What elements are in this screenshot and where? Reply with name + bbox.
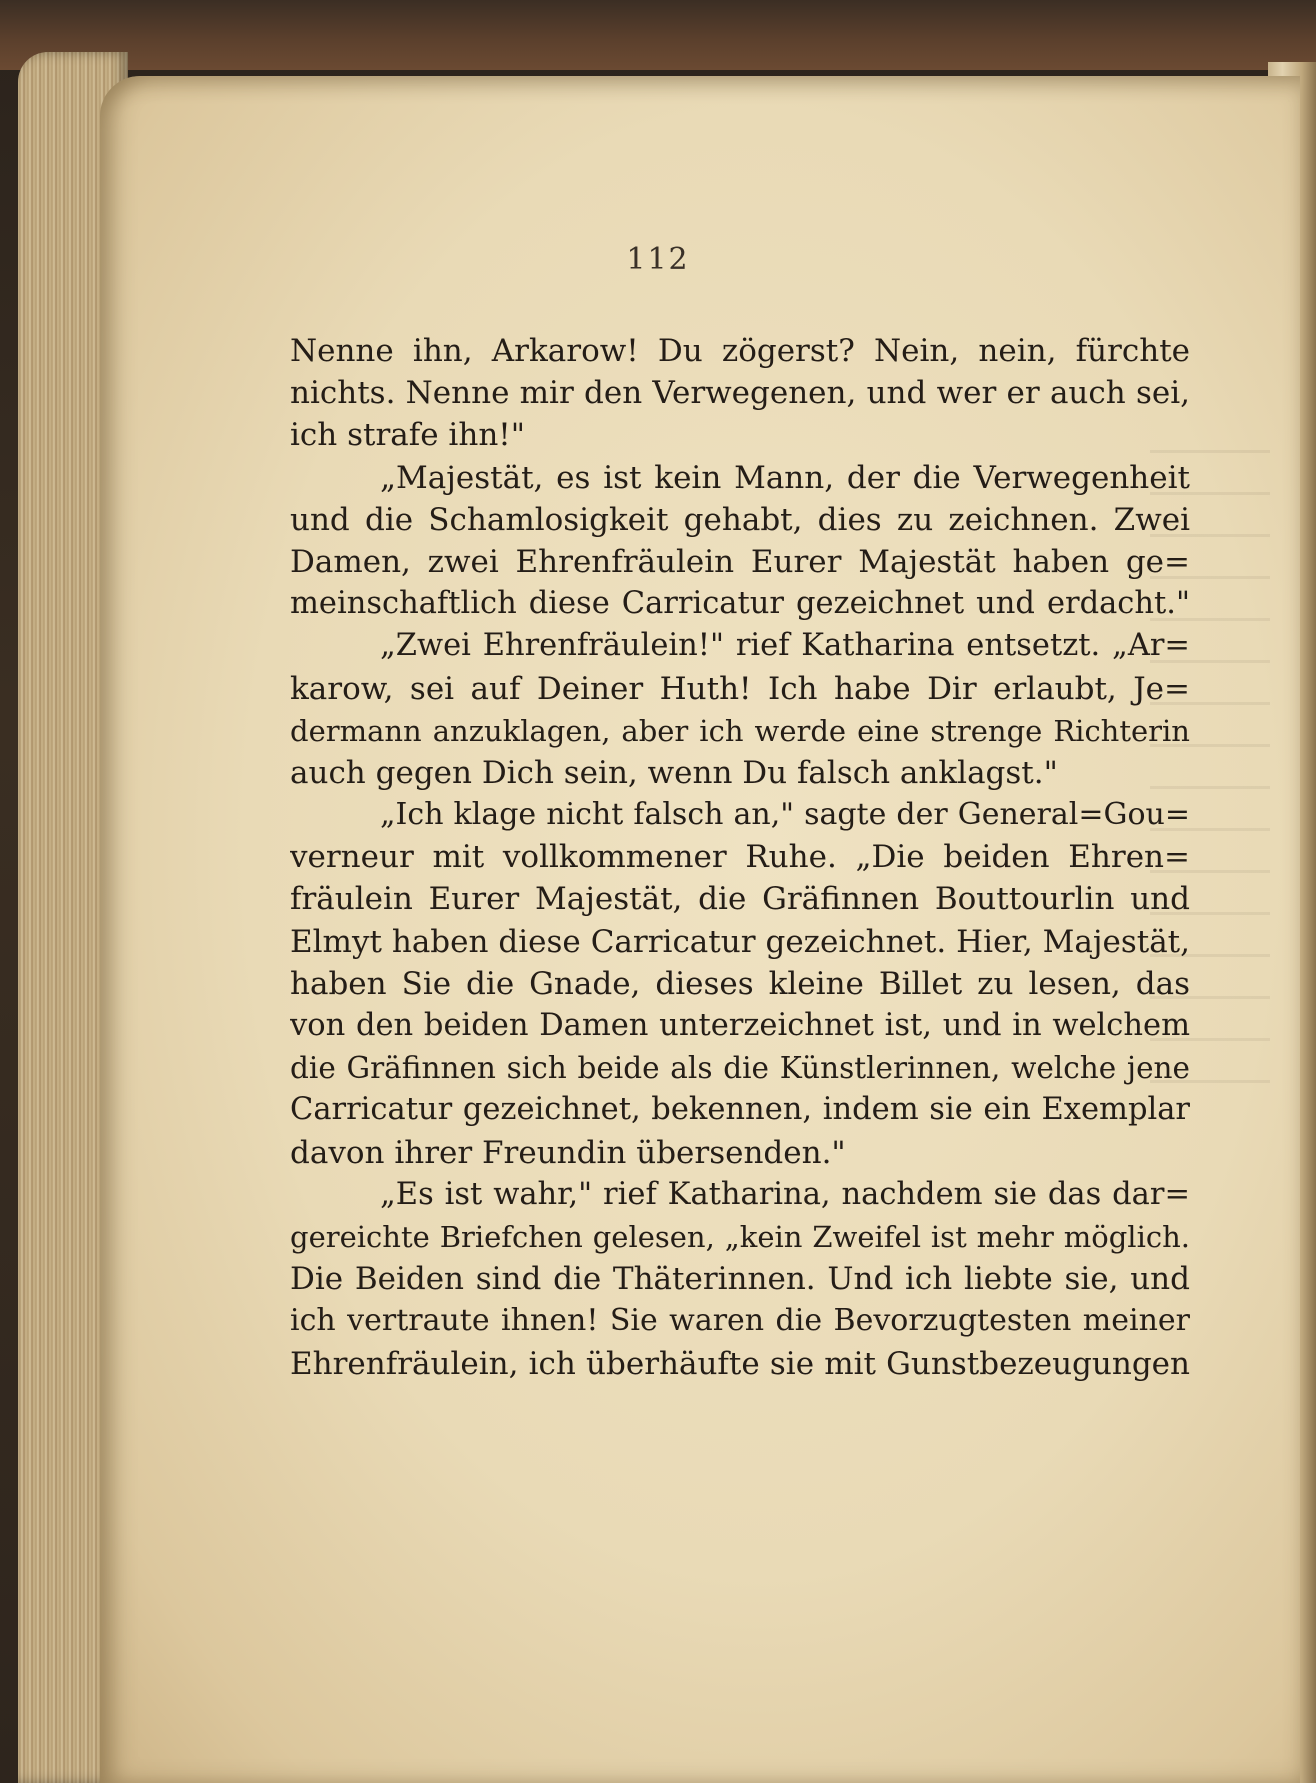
text-line: Nenne ihn, Arkarow! Du zögerst? Nein, nein, fürchte — [290, 333, 1190, 369]
text-line: meinschaftlich diese Carricatur gezeichnet und erdacht." — [290, 586, 1190, 622]
text-line: Die Beiden sind die Thäterinnen. Und ich liebte sie, und — [290, 1261, 1190, 1298]
text-line: Carricatur gezeichnet, bekennen, indem sie ein Exemplar — [290, 1092, 1190, 1128]
text-line: Elmyt haben diese Carricatur gezeichnet. Hier, Majestät, — [290, 923, 1190, 960]
text-line: verneur mit vollkommener Ruhe. „Die beiden Ehren= — [290, 839, 1190, 876]
text-line: ich vertraute ihnen! Sie waren die Bevorzugtesten meiner — [290, 1303, 1190, 1339]
text-line: auch gegen Dich sein, wenn Du falsch anklagst." — [290, 754, 1058, 791]
text-line: „Zwei Ehrenfräulein!" rief Katharina entsetzt. „Ar= — [380, 628, 1190, 664]
text-line: haben Sie die Gnade, dieses kleine Billet zu lesen, das — [290, 965, 1190, 1002]
page-number: 112 — [626, 242, 690, 277]
text-line: davon ihrer Freundin übersenden." — [290, 1134, 846, 1171]
text-line: dermann anzuklagen, aber ich werde eine strenge Richterin — [290, 713, 1190, 748]
text-line: und die Schamlosigkeit gehabt, dies zu zeichnen. Zwei — [290, 501, 1190, 538]
text-line: „Majestät, es ist kein Mann, der die Verwegenheit — [380, 459, 1190, 496]
text-line: Damen, zwei Ehrenfräulein Eurer Majestät haben ge= — [290, 543, 1190, 580]
text-line: „Ich klage nicht falsch an," sagte der General=Gou= — [380, 797, 1190, 833]
text-line: nichts. Nenne mir den Verwegenen, und wer er auch sei, — [290, 375, 1190, 412]
text-line: gereichte Briefchen gelesen, „kein Zweifel ist mehr möglich. — [290, 1219, 1190, 1254]
text-line: ich strafe ihn!" — [290, 417, 525, 454]
text-line: von den beiden Damen unterzeichnet ist, und in welchem — [290, 1008, 1190, 1043]
book-cover-edge — [0, 0, 1316, 70]
text-line: fräulein Eurer Majestät, die Gräfinnen Bouttourlin und — [290, 881, 1190, 918]
text-line: Ehrenfräulein, ich überhäufte sie mit Gunstbezeugungen — [290, 1345, 1190, 1382]
text-line: die Gräfinnen sich beide als die Künstlerinnen, welche jene — [290, 1051, 1190, 1086]
text-line: karow, sei auf Deiner Huth! Ich habe Dir erlaubt, Je= — [290, 670, 1190, 707]
text-line: „Es ist wahr," rief Katharina, nachdem sie das dar= — [380, 1176, 1190, 1212]
page-text — [290, 330, 1190, 1385]
